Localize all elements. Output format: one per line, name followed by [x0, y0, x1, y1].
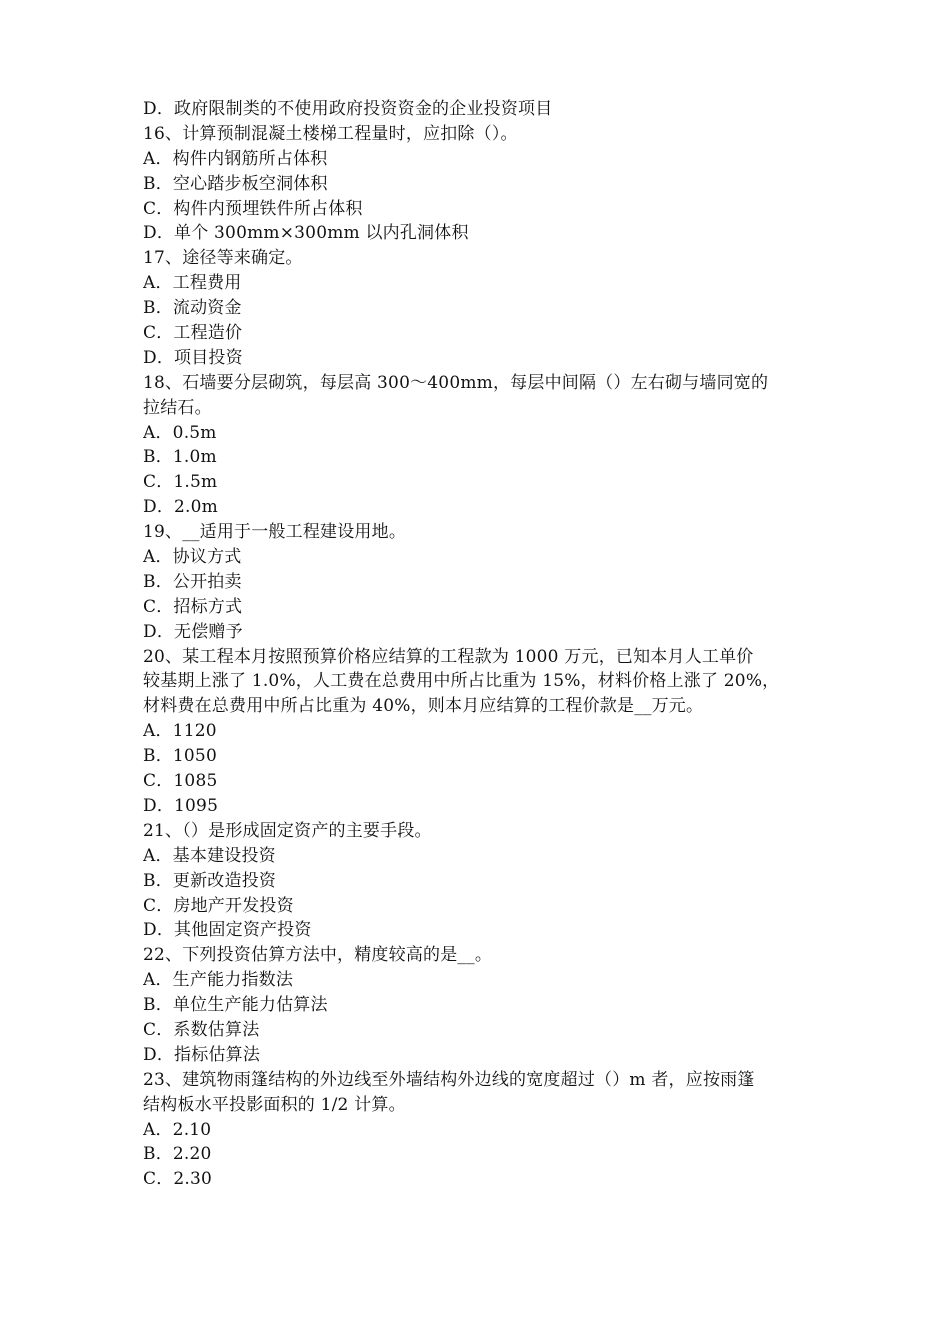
question-line: 16、计算预制混凝土楼梯工程量时，应扣除（）。 — [143, 123, 518, 144]
option-line: B．2.20 — [143, 1144, 212, 1165]
option-line: A．协议方式 — [143, 547, 242, 568]
document-body — [143, 97, 811, 1192]
option-line: C．2.30 — [143, 1169, 213, 1190]
option-line: D．项目投资 — [143, 347, 243, 368]
option-line: D．2.0m — [143, 497, 218, 518]
option-line: C．房地产开发投资 — [143, 895, 294, 916]
option-line: A．生产能力指数法 — [143, 970, 294, 991]
option-line: D．指标估算法 — [143, 1044, 261, 1065]
option-line: C．工程造价 — [143, 323, 243, 344]
option-line: B．公开拍卖 — [143, 571, 242, 592]
question-line: 21、（）是形成固定资产的主要手段。 — [143, 820, 432, 841]
option-line: A．1120 — [143, 721, 217, 742]
question-line: 22、下列投资估算方法中，精度较高的是__。 — [143, 945, 493, 966]
option-line: C．系数估算法 — [143, 1019, 260, 1040]
option-line: B．流动资金 — [143, 298, 242, 319]
option-line: D．单个 300mm×300mm 以内孔洞体积 — [143, 223, 469, 244]
option-line: A．2.10 — [143, 1119, 212, 1140]
option-line: D．政府限制类的不使用政府投资资金的企业投资项目 — [143, 99, 553, 119]
option-line: B．空心踏步板空洞体积 — [143, 173, 328, 194]
option-line: C．构件内预埋铁件所占体积 — [143, 198, 363, 219]
question-line: 19、__适用于一般工程建设用地。 — [143, 522, 407, 543]
question-line: 20、某工程本月按照预算价格应结算的工程款为 1000 万元，已知本月人工单价 — [143, 646, 754, 667]
option-line: D．无偿赠予 — [143, 621, 243, 642]
option-line: D．其他固定资产投资 — [143, 920, 312, 941]
option-line: A．构件内钢筋所占体积 — [143, 148, 328, 169]
question-line-continued: 材料费在总费用中所占比重为 40%，则本月应结算的工程价款是__万元。 — [143, 696, 704, 717]
option-line: B．更新改造投资 — [143, 870, 277, 891]
question-line: 17、途径等来确定。 — [143, 248, 303, 269]
question-line: 23、建筑物雨篷结构的外边线至外墙结构外边线的宽度超过（）m 者，应按雨篷 — [143, 1069, 755, 1090]
question-line-continued: 拉结石。 — [143, 397, 212, 418]
option-line: A．0.5m — [143, 422, 217, 443]
option-line: C．1085 — [143, 771, 218, 792]
question-line-continued: 结构板水平投影面积的 1/2 计算。 — [143, 1094, 406, 1115]
option-line: A．基本建设投资 — [143, 845, 276, 866]
question-line-continued: 较基期上涨了 1.0%，人工费在总费用中所占比重为 15%，材料价格上涨了 20%， — [143, 671, 780, 692]
question-line: 18、石墙要分层砌筑，每层高 300～400mm，每层中间隔（）左右砌与墙同宽的 — [143, 372, 769, 393]
option-line: D．1095 — [143, 795, 219, 816]
option-line: A．工程费用 — [143, 273, 242, 294]
option-line: B．单位生产能力估算法 — [143, 995, 328, 1016]
option-line: B．1050 — [143, 746, 217, 767]
option-line: C．招标方式 — [143, 596, 243, 617]
option-line: C．1.5m — [143, 472, 218, 493]
option-line: B．1.0m — [143, 447, 217, 468]
